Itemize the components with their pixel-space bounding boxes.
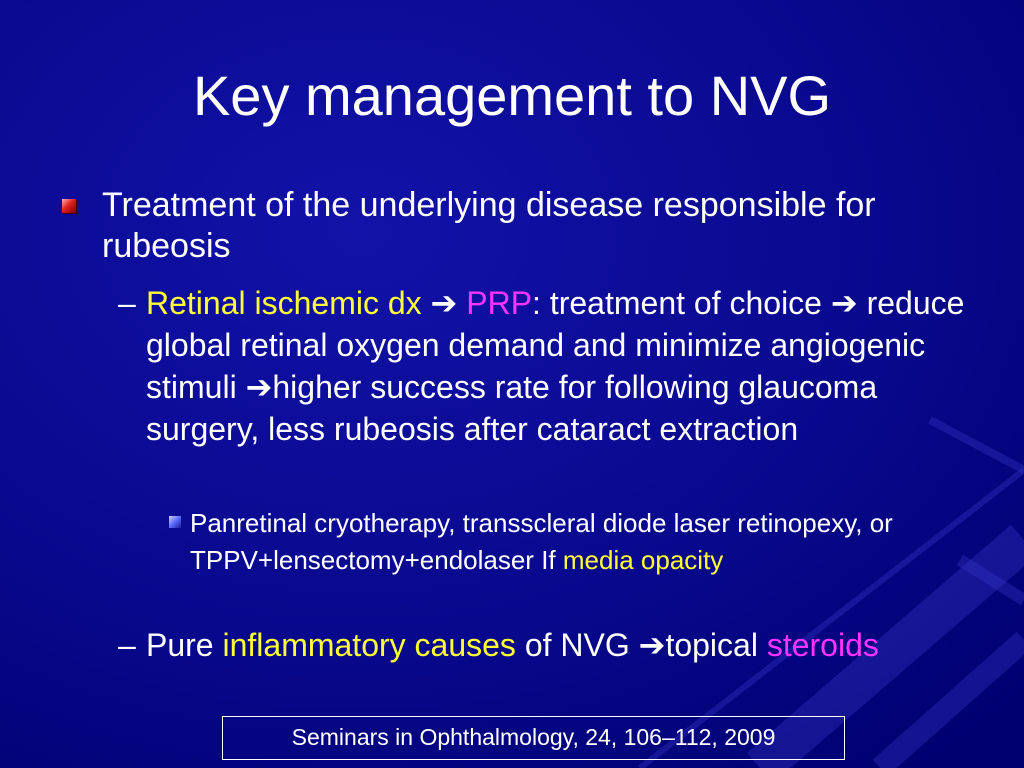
right-arrow-icon: ➔	[245, 368, 273, 406]
red-square-bullet-icon	[62, 199, 76, 213]
highlight-steroids: steroids	[766, 627, 879, 663]
sub-bullet-text: of NVG	[524, 627, 630, 663]
dash-marker: –	[118, 627, 136, 663]
highlight-inflammatory-causes: inflammatory causes	[222, 627, 516, 663]
highlight-prp: PRP	[466, 285, 533, 321]
sub-bullet-text: : treatment of choice	[532, 285, 822, 321]
right-arrow-icon: ➔	[430, 284, 458, 322]
right-arrow-icon: ➔	[830, 284, 858, 322]
highlight-retinal-ischemic: Retinal ischemic dx	[146, 285, 422, 321]
dash-marker: –	[118, 285, 136, 321]
sub-sub-bullet-panretinal	[190, 505, 930, 579]
sub-bullet-inflammatory	[118, 624, 998, 666]
sub-bullet-text: topical	[665, 627, 758, 663]
citation-box: Seminars in Ophthalmology, 24, 106–112, 2009	[222, 716, 845, 760]
sub-sub-bullet-text: Panretinal cryotherapy, transscleral diode laser retinopexy, or TPPV+lensectomy+endolaser If	[190, 508, 893, 575]
slide-title: Key management to NVG	[192, 64, 832, 127]
sub-bullet-text: higher success rate for following glaucoma surgery, less rubeosis after cataract extraction	[146, 369, 878, 447]
highlight-media-opacity: media opacity	[562, 545, 724, 575]
sub-bullet-text: Pure	[146, 627, 214, 663]
bullet-item-treatment: Treatment of the underlying disease responsible for rubeosis	[102, 186, 876, 265]
sub-bullet-retinal-ischemic	[118, 282, 998, 450]
right-arrow-icon: ➔	[638, 626, 666, 664]
blue-square-bullet-icon	[169, 516, 181, 528]
sub-bullet-text: reduce global retinal oxygen demand and minimize angiogenic stimuli	[146, 285, 965, 405]
